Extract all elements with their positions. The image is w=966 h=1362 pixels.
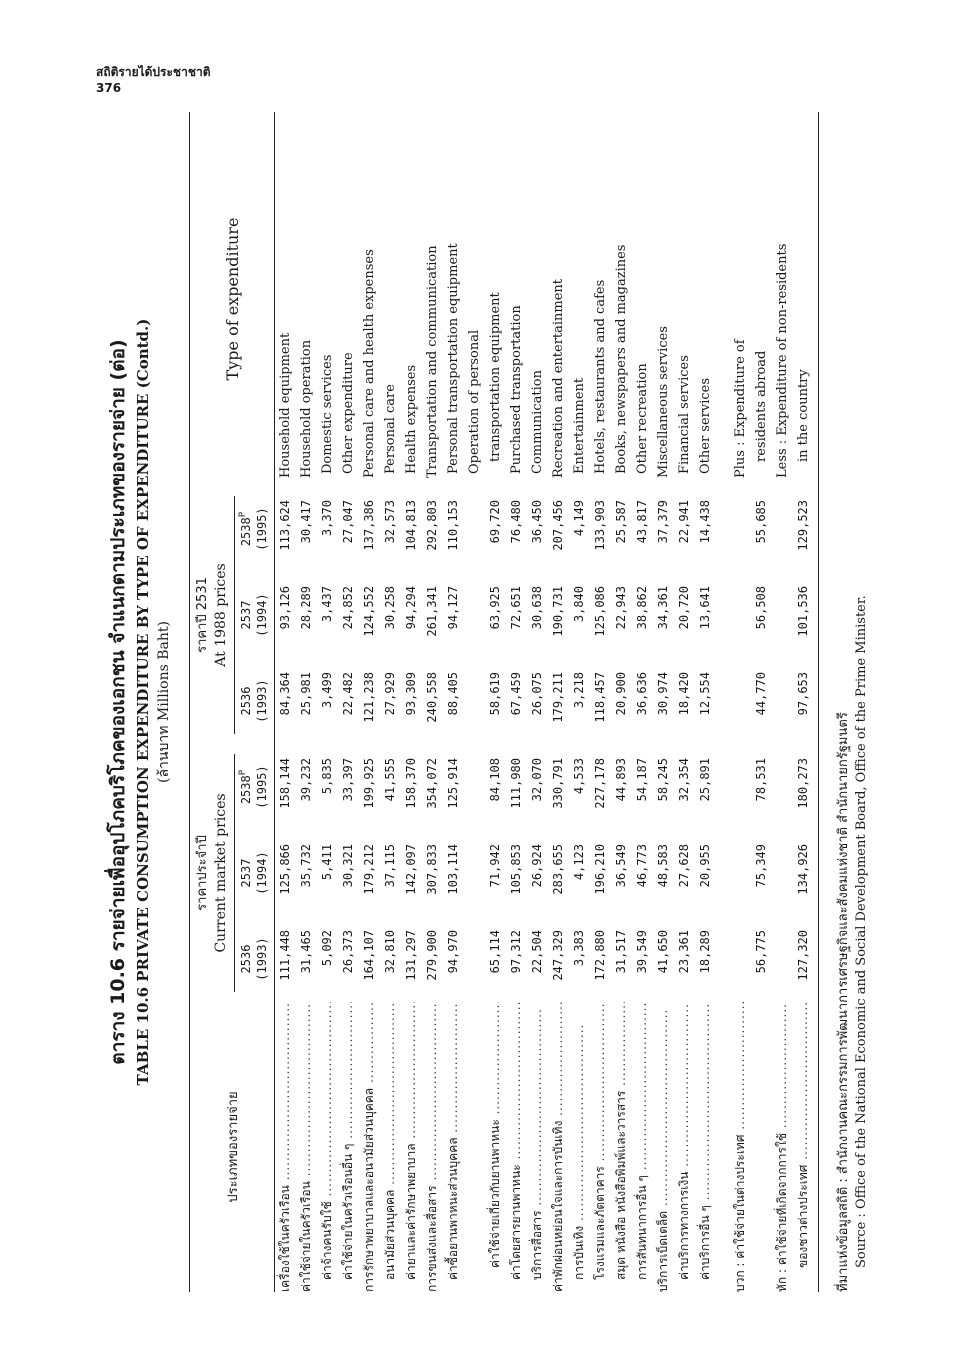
- table-title-english: TABLE 10.6 PRIVATE CONSUMPTION EXPENDITURE BY TYPE OF EXPENDITURE (Contd.): [134, 318, 152, 1086]
- value-cell: 26,075: [530, 672, 544, 716]
- row-label-english: Transportation and communication: [425, 245, 440, 478]
- rotated-table-page: [93, 102, 873, 1302]
- value-cell: [464, 830, 485, 916]
- year-ce: (1995): [255, 507, 269, 551]
- value-cell: 36,549: [614, 844, 628, 888]
- row-label-thai: ค่าพักผ่อนหย่อนใจและการบันเทิง .....: [548, 1002, 569, 1292]
- value-cell: 13,641: [698, 586, 712, 630]
- value-cell: [464, 486, 485, 572]
- table-row: [548, 112, 569, 1292]
- year-ce: (1995): [255, 765, 269, 809]
- row-label-english: Less : Expenditure of non-residents: [775, 243, 790, 478]
- table-row: [338, 112, 359, 1292]
- value-cell: 307,833: [425, 844, 439, 895]
- current-prices-group: [194, 744, 235, 1002]
- row-label-thai: หัก : ค่าใช้จ่ายที่เกิดจากการใช้ .....: [772, 1002, 793, 1292]
- table-row: [506, 112, 527, 1292]
- value-cell: 31,465: [299, 930, 313, 974]
- year-header: [235, 572, 270, 658]
- value-cell: 36,636: [635, 672, 649, 716]
- year-header: [235, 916, 270, 1002]
- year-header: [235, 830, 270, 916]
- row-label-english: Personal care and health expenses: [362, 249, 377, 478]
- value-cell: 27,628: [677, 844, 691, 888]
- year-be: 2537: [239, 858, 253, 888]
- value-cell: [730, 916, 751, 1002]
- value-cell: 30,417: [299, 500, 313, 544]
- value-cell: [730, 744, 751, 830]
- row-label-english: Household equipment: [278, 332, 293, 478]
- value-cell: 38,862: [635, 586, 649, 630]
- value-cell: 41,650: [656, 930, 670, 974]
- value-cell: 199,925: [362, 758, 376, 809]
- row-label-thai: ค่าโดยสารยานพาหนะ .....: [506, 1002, 527, 1292]
- table-row: [464, 112, 485, 1292]
- table-source-notes: [835, 112, 871, 1292]
- value-cell: 111,448: [278, 930, 292, 981]
- table-row: [380, 112, 401, 1292]
- value-cell: 330,791: [551, 758, 565, 809]
- row-label-english: Other expenditure: [341, 352, 356, 474]
- value-cell: 65,114: [488, 930, 502, 974]
- row-label-thai: การบันเทิง .....: [569, 1002, 590, 1292]
- value-cell: 97,653: [796, 672, 810, 716]
- row-label-english: Domestic services: [320, 354, 335, 474]
- value-cell: 158,144: [278, 758, 292, 809]
- value-cell: 41,555: [383, 758, 397, 802]
- value-cell: 94,970: [446, 930, 460, 974]
- constant-prices-group: [194, 486, 235, 744]
- value-cell: 58,245: [656, 758, 670, 802]
- value-cell: 261,341: [425, 586, 439, 637]
- value-cell: 5,092: [320, 930, 334, 967]
- row-label-thai: บริการสื่อสาร .....: [527, 1002, 548, 1292]
- row-label-english: residents abroad: [754, 350, 769, 462]
- value-cell: 4,123: [572, 844, 586, 881]
- table-row: [611, 112, 632, 1292]
- table-row: [793, 112, 814, 1292]
- table-row: [653, 112, 674, 1292]
- value-cell: 43,817: [635, 500, 649, 544]
- value-cell: 84,108: [488, 758, 502, 802]
- row-label-english: Miscellaneous services: [656, 326, 671, 478]
- value-cell: 118,457: [593, 672, 607, 723]
- row-label-english: Household operation: [299, 339, 314, 478]
- value-cell: 30,258: [383, 586, 397, 630]
- value-cell: 179,211: [551, 672, 565, 723]
- value-cell: 39,232: [299, 758, 313, 802]
- row-label-thai: ค่าใช้จ่ายในครัวเรือน .....: [296, 1002, 317, 1292]
- value-cell: 240,558: [425, 672, 439, 723]
- value-cell: 39,549: [635, 930, 649, 974]
- value-cell: 32,810: [383, 930, 397, 974]
- year-header: [235, 486, 270, 572]
- value-cell: 134,926: [796, 844, 810, 895]
- year-header: [235, 658, 270, 744]
- row-label-thai: บวก : ค่าใช้จ่ายในต่างประเทศ .....: [730, 1002, 751, 1292]
- value-cell: 3,499: [320, 672, 334, 709]
- table-row: [569, 112, 590, 1292]
- row-spacer: [716, 112, 730, 1292]
- value-cell: 131,297: [404, 930, 418, 981]
- row-label-thai: ค่าใช้จ่ายในครัวเรือนอื่น ๆ .....: [338, 1002, 359, 1292]
- value-cell: 58,619: [488, 672, 502, 716]
- preliminary-mark: P: [238, 769, 248, 776]
- value-cell: 110,153: [446, 500, 460, 551]
- value-cell: 97,312: [509, 930, 523, 974]
- value-cell: 3,218: [572, 672, 586, 709]
- value-cell: 127,320: [796, 930, 810, 981]
- row-label-english: Recreation and entertainment: [551, 278, 566, 478]
- value-cell: 32,573: [383, 500, 397, 544]
- row-label-thai: ของชาวต่างประเทศ .....: [793, 1002, 814, 1292]
- value-cell: 27,929: [383, 672, 397, 716]
- table-row: [527, 112, 548, 1292]
- row-label-thai: ค่าจ้างคนรับใช้ .....: [317, 1002, 338, 1292]
- row-label-thai: บริการเบ็ดเตล็ด .....: [653, 1002, 674, 1292]
- value-cell: 129,523: [796, 500, 810, 551]
- row-label-thai: [464, 1002, 485, 1292]
- table-row: [590, 112, 611, 1292]
- value-cell: 3,370: [320, 500, 334, 537]
- value-cell: 37,115: [383, 844, 397, 888]
- value-cell: 22,941: [677, 500, 691, 544]
- value-cell: 18,420: [677, 672, 691, 716]
- value-cell: 5,411: [320, 844, 334, 881]
- value-cell: 12,554: [698, 672, 712, 716]
- value-cell: 28,289: [299, 586, 313, 630]
- value-cell: 124,552: [362, 586, 376, 637]
- row-label-thai: ค่ายาและค่ารักษาพยาบาล .....: [401, 1002, 422, 1292]
- value-cell: 25,981: [299, 672, 313, 716]
- value-cell: 23,361: [677, 930, 691, 974]
- value-cell: 94,294: [404, 586, 418, 630]
- value-cell: 142,097: [404, 844, 418, 895]
- value-cell: [772, 486, 793, 572]
- value-cell: 190,731: [551, 586, 565, 637]
- value-cell: 71,942: [488, 844, 502, 888]
- table-row: [695, 112, 716, 1292]
- table-row: [674, 112, 695, 1292]
- table-row: [443, 112, 464, 1292]
- table-row: [422, 112, 443, 1292]
- value-cell: [772, 658, 793, 744]
- value-cell: 35,732: [299, 844, 313, 888]
- year-ce: (1994): [255, 593, 269, 637]
- page-header: [96, 64, 211, 96]
- row-label-english: Plus : Expenditure of: [733, 339, 748, 478]
- value-cell: 158,370: [404, 758, 418, 809]
- value-cell: 20,955: [698, 844, 712, 888]
- value-cell: 88,405: [446, 672, 460, 716]
- row-label-english: Purchased transportation: [509, 305, 524, 474]
- row-label-english: Operation of personal: [467, 329, 482, 474]
- row-label-english: Books, newspapers and magazines: [614, 244, 629, 474]
- value-cell: 4,533: [572, 758, 586, 795]
- row-label-english: Other services: [698, 377, 713, 474]
- value-cell: 24,852: [341, 586, 355, 630]
- column-header-english: Type of expenditure: [222, 217, 242, 381]
- year-header: [235, 744, 270, 830]
- row-label-thai: การสันทนาการอื่น ๆ .....: [632, 1002, 653, 1292]
- source-thai: ที่มาแห่งข้อมูลสถิติ : สำนักงานคณะกรรมการพัฒนาการเศรษฐกิจและสังคมแห่งชาติ สำนักนายกรัฐมนตรี: [836, 712, 851, 1292]
- row-label-thai: สมุด หนังสือ หนังสือพิมพ์และวารสาร .....: [611, 1002, 632, 1292]
- value-cell: 227,178: [593, 758, 607, 809]
- value-cell: 3,383: [572, 930, 586, 967]
- year-ce: (1994): [255, 851, 269, 895]
- value-cell: 69,720: [488, 500, 502, 544]
- value-cell: 36,450: [530, 500, 544, 544]
- value-cell: 31,517: [614, 930, 628, 974]
- value-cell: 101,536: [796, 586, 810, 637]
- value-cell: 25,587: [614, 500, 628, 544]
- value-cell: 25,891: [698, 758, 712, 802]
- value-cell: 292,803: [425, 500, 439, 551]
- current-prices-thai: ราคาประจำปี: [195, 835, 210, 911]
- value-cell: 22,482: [341, 672, 355, 716]
- value-cell: 63,925: [488, 586, 502, 630]
- constant-prices-english: At 1988 prices: [212, 496, 235, 734]
- value-cell: 22,504: [530, 930, 544, 974]
- value-cell: [772, 744, 793, 830]
- table-row: [296, 112, 317, 1292]
- value-cell: 22,943: [614, 586, 628, 630]
- row-label-thai: การรักษาพยาบาลและอนามัยส่วนบุคคล .....: [359, 1002, 380, 1292]
- value-cell: 93,126: [278, 586, 292, 630]
- value-cell: 3,437: [320, 586, 334, 623]
- table-bottom-rule: [814, 112, 819, 1292]
- year-be: 2538: [239, 775, 253, 805]
- row-label-english: Personal transportation equipment: [446, 243, 461, 474]
- value-cell: 121,238: [362, 672, 376, 723]
- row-label-english: Communication: [530, 370, 545, 474]
- preliminary-mark: P: [238, 511, 248, 518]
- value-cell: 30,974: [656, 672, 670, 716]
- value-cell: 20,720: [677, 586, 691, 630]
- year-ce: (1993): [255, 679, 269, 723]
- value-cell: 46,773: [635, 844, 649, 888]
- table-titles: [105, 112, 174, 1292]
- value-cell: 30,638: [530, 586, 544, 630]
- value-cell: 111,980: [509, 758, 523, 809]
- row-label-english: Other recreation: [635, 363, 650, 474]
- value-cell: [772, 830, 793, 916]
- table-row: [772, 112, 793, 1292]
- value-cell: 133,903: [593, 500, 607, 551]
- value-cell: 179,212: [362, 844, 376, 895]
- value-cell: 125,866: [278, 844, 292, 895]
- row-label-english: in the country: [796, 369, 811, 462]
- value-cell: 18,289: [698, 930, 712, 974]
- current-prices-english: Current market prices: [212, 754, 235, 992]
- value-cell: 14,438: [698, 500, 712, 544]
- value-cell: 26,924: [530, 844, 544, 888]
- value-cell: 26,373: [341, 930, 355, 974]
- value-cell: 27,047: [341, 500, 355, 544]
- value-cell: 196,210: [593, 844, 607, 895]
- value-cell: 93,309: [404, 672, 418, 716]
- table-row: [485, 112, 506, 1292]
- value-cell: 56,775: [754, 930, 768, 974]
- value-cell: 94,127: [446, 586, 460, 630]
- value-cell: [464, 744, 485, 830]
- value-cell: 32,070: [530, 758, 544, 802]
- value-cell: 207,456: [551, 500, 565, 551]
- table-row: [730, 112, 751, 1292]
- value-cell: 54,187: [635, 758, 649, 802]
- value-cell: 5,835: [320, 758, 334, 795]
- row-label-english: Hotels, restaurants and cafes: [593, 279, 608, 474]
- value-cell: 48,583: [656, 844, 670, 888]
- column-header-thai: ประเภทของรายจ่าย: [225, 1091, 241, 1203]
- page-number: 376: [96, 81, 122, 95]
- value-cell: 283,655: [551, 844, 565, 895]
- value-cell: 76,480: [509, 500, 523, 544]
- publication-title: สถิติรายได้ประชาชาติ: [96, 65, 211, 79]
- row-label-english: Personal care: [383, 384, 398, 474]
- year-be: 2536: [239, 686, 253, 716]
- value-cell: 67,459: [509, 672, 523, 716]
- value-cell: 172,880: [593, 930, 607, 981]
- value-cell: 103,114: [446, 844, 460, 895]
- row-label-english: Health expenses: [404, 364, 419, 474]
- value-cell: 164,107: [362, 930, 376, 981]
- value-cell: 125,914: [446, 758, 460, 809]
- row-label-thai: ค่าซื้อยานพาหนะส่วนบุคคล .....: [443, 1002, 464, 1292]
- value-cell: 113,624: [278, 500, 292, 551]
- value-cell: [730, 486, 751, 572]
- value-cell: [730, 658, 751, 744]
- value-cell: 78,531: [754, 758, 768, 802]
- year-be: 2538: [239, 517, 253, 547]
- table-unit: (ล้านบาท Millions Baht): [156, 621, 172, 783]
- row-label-thai: โรงแรมและภัตตาคาร .....: [590, 1002, 611, 1292]
- value-cell: 75,349: [754, 844, 768, 888]
- value-cell: 20,900: [614, 672, 628, 716]
- value-cell: 279,900: [425, 930, 439, 981]
- value-cell: 180,273: [796, 758, 810, 809]
- expenditure-table: [189, 112, 819, 1292]
- row-label-thai: การขนส่งและสื่อสาร .....: [422, 1002, 443, 1292]
- value-cell: [464, 658, 485, 744]
- row-label-english: Entertainment: [572, 377, 587, 474]
- source-english: Source : Office of the National Economic and Social Development Board, Office of the Prime Minister.: [854, 595, 869, 1268]
- row-label-thai: ค่าใช้จ่ายเกี่ยวกับยานพาหนะ .....: [485, 1002, 506, 1292]
- table-row: [317, 112, 338, 1292]
- value-cell: 44,770: [754, 672, 768, 716]
- value-cell: 72,651: [509, 586, 523, 630]
- value-cell: 84,364: [278, 672, 292, 716]
- value-cell: 125,086: [593, 586, 607, 637]
- value-cell: 56,508: [754, 586, 768, 630]
- value-cell: 3,840: [572, 586, 586, 623]
- table-row: [401, 112, 422, 1292]
- table-row: [751, 112, 772, 1292]
- table-row: [275, 112, 297, 1292]
- value-cell: 34,361: [656, 586, 670, 630]
- table-title-thai: ตาราง 10.6 รายจ่ายเพื่ออุปโภคบริโภคของเอกชน จำแนกตามประเภทของรายจ่าย (ต่อ): [107, 339, 129, 1065]
- value-cell: [772, 572, 793, 658]
- value-cell: 30,321: [341, 844, 355, 888]
- constant-prices-thai: ราคาปี 2531: [195, 577, 210, 653]
- row-label-thai: เครื่องใช้ในครัวเรือน .....: [275, 1002, 297, 1292]
- row-label-english: Financial services: [677, 355, 692, 474]
- value-cell: [730, 830, 751, 916]
- value-cell: [464, 572, 485, 658]
- row-label-thai: ค่าบริการอื่น ๆ .....: [695, 1002, 716, 1292]
- value-cell: 247,329: [551, 930, 565, 981]
- row-label-thai: อนามัยส่วนบุคคล .....: [380, 1002, 401, 1292]
- value-cell: 137,386: [362, 500, 376, 551]
- value-cell: [772, 916, 793, 1002]
- value-cell: [730, 572, 751, 658]
- table-row: [359, 112, 380, 1292]
- value-cell: 4,149: [572, 500, 586, 537]
- value-cell: [464, 916, 485, 1002]
- table-row: [632, 112, 653, 1292]
- value-cell: 55,685: [754, 500, 768, 544]
- row-label-thai: ค่าบริการทางการเงิน .....: [674, 1002, 695, 1292]
- value-cell: 32,354: [677, 758, 691, 802]
- value-cell: 44,893: [614, 758, 628, 802]
- year-ce: (1993): [255, 937, 269, 981]
- row-label-thai: [751, 1002, 772, 1292]
- value-cell: 105,853: [509, 844, 523, 895]
- year-be: 2536: [239, 944, 253, 974]
- value-cell: 354,072: [425, 758, 439, 809]
- value-cell: 104,813: [404, 500, 418, 551]
- year-be: 2537: [239, 600, 253, 630]
- value-cell: 33,397: [341, 758, 355, 802]
- row-label-english: transportation equipment: [488, 292, 503, 462]
- value-cell: 37,379: [656, 500, 670, 544]
